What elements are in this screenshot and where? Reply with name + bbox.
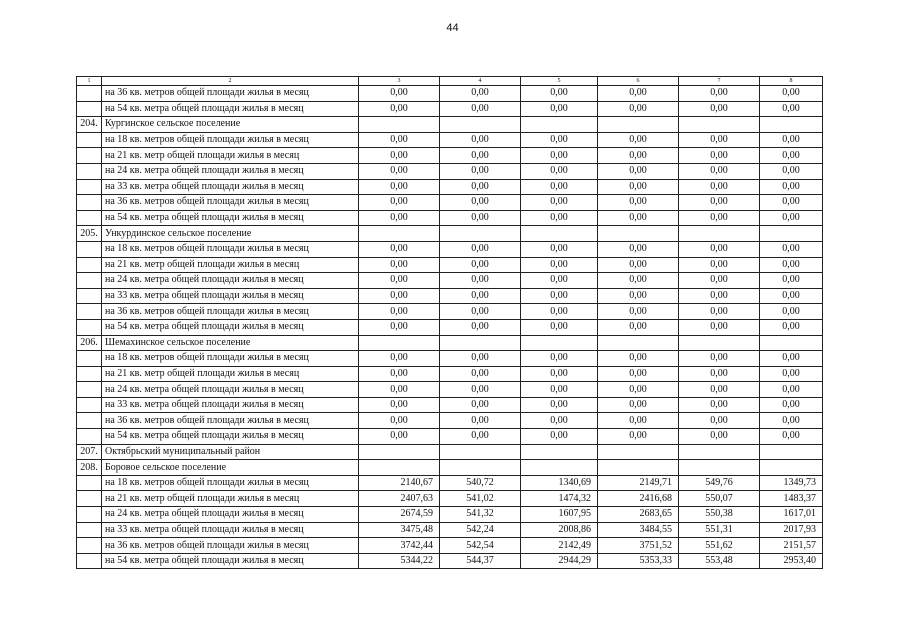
table-row [77, 86, 823, 102]
value-cell-col-6 [598, 335, 679, 351]
value-cell-col-5: 0,00 [521, 257, 598, 273]
value-cell-col-3: 0,00 [359, 366, 440, 382]
value-cell-col-8: 0,00 [760, 304, 823, 320]
row-number-cell: 206. [77, 335, 102, 351]
value-cell-col-6 [598, 226, 679, 242]
value-cell-col-7: 549,76 [679, 475, 760, 491]
value-cell-col-7 [679, 117, 760, 133]
value-cell-col-5: 2944,29 [521, 553, 598, 569]
description-cell: на 18 кв. метров общей площади жилья в месяц [102, 351, 359, 367]
table-row [77, 273, 823, 289]
description-cell: на 36 кв. метров общей площади жилья в месяц [102, 304, 359, 320]
page-number: 44 [446, 22, 459, 34]
value-cell-col-3: 0,00 [359, 179, 440, 195]
tariff-table [76, 76, 823, 569]
value-cell-col-4: 542,54 [440, 538, 521, 554]
value-cell-col-3: 0,00 [359, 397, 440, 413]
description-cell: Шемахинское сельское поселение [102, 335, 359, 351]
value-cell-col-7 [679, 226, 760, 242]
value-cell-col-6: 3751,52 [598, 538, 679, 554]
column-number-header: 8 [760, 77, 823, 86]
table-row [77, 553, 823, 569]
description-cell: на 21 кв. метр общей площади жилья в месяц [102, 491, 359, 507]
description-cell: Ункурдинское сельское поселение [102, 226, 359, 242]
description-cell: Кургинское сельское поселение [102, 117, 359, 133]
value-cell-col-8: 0,00 [760, 413, 823, 429]
value-cell-col-5: 0,00 [521, 413, 598, 429]
value-cell-col-6: 0,00 [598, 210, 679, 226]
description-cell: на 18 кв. метров общей площади жилья в месяц [102, 475, 359, 491]
value-cell-col-4: 0,00 [440, 210, 521, 226]
value-cell-col-5: 0,00 [521, 319, 598, 335]
value-cell-col-6: 2683,65 [598, 507, 679, 523]
table-row [77, 101, 823, 117]
value-cell-col-6: 0,00 [598, 397, 679, 413]
value-cell-col-4: 0,00 [440, 413, 521, 429]
description-cell: на 33 кв. метра общей площади жилья в месяц [102, 397, 359, 413]
table-row [77, 429, 823, 445]
value-cell-col-6: 0,00 [598, 429, 679, 445]
row-number-cell [77, 163, 102, 179]
description-cell: на 21 кв. метр общей площади жилья в месяц [102, 366, 359, 382]
value-cell-col-8: 0,00 [760, 382, 823, 398]
column-number-header: 1 [77, 77, 102, 86]
value-cell-col-5: 1340,69 [521, 475, 598, 491]
table-row [77, 179, 823, 195]
column-number-header: 3 [359, 77, 440, 86]
value-cell-col-6: 0,00 [598, 241, 679, 257]
value-cell-col-4: 0,00 [440, 163, 521, 179]
row-number-cell [77, 86, 102, 102]
value-cell-col-8: 2017,93 [760, 522, 823, 538]
row-number-cell [77, 413, 102, 429]
row-number-cell: 208. [77, 460, 102, 476]
value-cell-col-7: 0,00 [679, 351, 760, 367]
value-cell-col-8: 1349,73 [760, 475, 823, 491]
table-row [77, 491, 823, 507]
value-cell-col-6: 2416,68 [598, 491, 679, 507]
value-cell-col-7: 551,62 [679, 538, 760, 554]
row-number-cell [77, 475, 102, 491]
value-cell-col-8: 0,00 [760, 351, 823, 367]
value-cell-col-5: 0,00 [521, 101, 598, 117]
value-cell-col-7: 0,00 [679, 304, 760, 320]
description-cell: на 24 кв. метра общей площади жилья в месяц [102, 507, 359, 523]
value-cell-col-6: 3484,55 [598, 522, 679, 538]
value-cell-col-8 [760, 335, 823, 351]
row-number-cell [77, 304, 102, 320]
value-cell-col-5: 0,00 [521, 195, 598, 211]
value-cell-col-3 [359, 117, 440, 133]
value-cell-col-7: 0,00 [679, 319, 760, 335]
value-cell-col-4: 0,00 [440, 397, 521, 413]
value-cell-col-6: 0,00 [598, 195, 679, 211]
value-cell-col-3: 3742,44 [359, 538, 440, 554]
value-cell-col-3 [359, 444, 440, 460]
value-cell-col-8 [760, 444, 823, 460]
value-cell-col-5: 0,00 [521, 397, 598, 413]
value-cell-col-6: 2149,71 [598, 475, 679, 491]
value-cell-col-4 [440, 335, 521, 351]
value-cell-col-4: 0,00 [440, 429, 521, 445]
value-cell-col-5: 0,00 [521, 429, 598, 445]
value-cell-col-3: 2407,63 [359, 491, 440, 507]
description-cell: на 36 кв. метров общей площади жилья в месяц [102, 195, 359, 211]
value-cell-col-4: 0,00 [440, 382, 521, 398]
table-row [77, 288, 823, 304]
value-cell-col-5: 0,00 [521, 148, 598, 164]
value-cell-col-3: 0,00 [359, 241, 440, 257]
table-row [77, 366, 823, 382]
value-cell-col-3: 3475,48 [359, 522, 440, 538]
value-cell-col-6: 5353,33 [598, 553, 679, 569]
row-number-cell [77, 366, 102, 382]
value-cell-col-3: 0,00 [359, 429, 440, 445]
table-row [77, 304, 823, 320]
value-cell-col-6: 0,00 [598, 86, 679, 102]
value-cell-col-7: 0,00 [679, 397, 760, 413]
table-row [77, 195, 823, 211]
value-cell-col-5: 2008,86 [521, 522, 598, 538]
value-cell-col-6 [598, 460, 679, 476]
value-cell-col-7: 0,00 [679, 132, 760, 148]
description-cell: на 21 кв. метр общей площади жилья в месяц [102, 257, 359, 273]
value-cell-col-8: 0,00 [760, 366, 823, 382]
column-number-header: 7 [679, 77, 760, 86]
value-cell-col-3: 0,00 [359, 101, 440, 117]
table-row [77, 475, 823, 491]
value-cell-col-3: 0,00 [359, 148, 440, 164]
value-cell-col-4: 0,00 [440, 179, 521, 195]
value-cell-col-6: 0,00 [598, 179, 679, 195]
value-cell-col-7 [679, 460, 760, 476]
value-cell-col-6: 0,00 [598, 101, 679, 117]
table-row [77, 257, 823, 273]
row-number-cell [77, 491, 102, 507]
value-cell-col-6: 0,00 [598, 351, 679, 367]
value-cell-col-5: 0,00 [521, 132, 598, 148]
value-cell-col-3 [359, 460, 440, 476]
column-number-header: 2 [102, 77, 359, 86]
table-row [77, 163, 823, 179]
value-cell-col-3: 0,00 [359, 288, 440, 304]
value-cell-col-7: 0,00 [679, 413, 760, 429]
value-cell-col-4: 541,02 [440, 491, 521, 507]
value-cell-col-7: 550,07 [679, 491, 760, 507]
value-cell-col-5: 0,00 [521, 163, 598, 179]
description-cell: на 18 кв. метров общей площади жилья в месяц [102, 132, 359, 148]
value-cell-col-3: 0,00 [359, 319, 440, 335]
row-number-cell [77, 257, 102, 273]
value-cell-col-5: 0,00 [521, 304, 598, 320]
value-cell-col-3: 0,00 [359, 382, 440, 398]
section-row [77, 335, 823, 351]
value-cell-col-8: 0,00 [760, 86, 823, 102]
description-cell: на 54 кв. метра общей площади жилья в месяц [102, 210, 359, 226]
row-number-cell [77, 319, 102, 335]
description-cell: на 33 кв. метра общей площади жилья в месяц [102, 179, 359, 195]
value-cell-col-7 [679, 444, 760, 460]
description-cell: Октябрьский муниципальный район [102, 444, 359, 460]
value-cell-col-3: 0,00 [359, 304, 440, 320]
description-cell: на 54 кв. метра общей площади жилья в месяц [102, 319, 359, 335]
table-row [77, 522, 823, 538]
value-cell-col-7: 0,00 [679, 163, 760, 179]
description-cell: на 24 кв. метра общей площади жилья в месяц [102, 382, 359, 398]
value-cell-col-8: 0,00 [760, 132, 823, 148]
column-number-header: 5 [521, 77, 598, 86]
column-number-header: 6 [598, 77, 679, 86]
row-number-cell [77, 210, 102, 226]
value-cell-col-8: 0,00 [760, 273, 823, 289]
value-cell-col-7: 0,00 [679, 366, 760, 382]
description-cell: на 54 кв. метра общей площади жилья в месяц [102, 553, 359, 569]
value-cell-col-7: 0,00 [679, 195, 760, 211]
value-cell-col-3 [359, 335, 440, 351]
value-cell-col-5: 0,00 [521, 179, 598, 195]
value-cell-col-7: 551,31 [679, 522, 760, 538]
value-cell-col-8: 0,00 [760, 148, 823, 164]
value-cell-col-8: 0,00 [760, 397, 823, 413]
row-number-cell [77, 397, 102, 413]
value-cell-col-7 [679, 335, 760, 351]
value-cell-col-8: 0,00 [760, 257, 823, 273]
value-cell-col-6: 0,00 [598, 273, 679, 289]
row-number-cell [77, 148, 102, 164]
table-row [77, 351, 823, 367]
description-cell: на 33 кв. метра общей площади жилья в месяц [102, 288, 359, 304]
value-cell-col-5: 0,00 [521, 366, 598, 382]
value-cell-col-5: 0,00 [521, 210, 598, 226]
value-cell-col-4: 0,00 [440, 257, 521, 273]
value-cell-col-4: 0,00 [440, 148, 521, 164]
value-cell-col-7: 0,00 [679, 86, 760, 102]
value-cell-col-4: 540,72 [440, 475, 521, 491]
value-cell-col-5: 1474,32 [521, 491, 598, 507]
value-cell-col-3: 0,00 [359, 273, 440, 289]
row-number-cell [77, 351, 102, 367]
value-cell-col-6: 0,00 [598, 257, 679, 273]
value-cell-col-8: 0,00 [760, 241, 823, 257]
value-cell-col-4: 0,00 [440, 101, 521, 117]
value-cell-col-4: 544,37 [440, 553, 521, 569]
value-cell-col-4: 0,00 [440, 366, 521, 382]
value-cell-col-7: 0,00 [679, 382, 760, 398]
value-cell-col-8: 0,00 [760, 195, 823, 211]
value-cell-col-8: 2151,57 [760, 538, 823, 554]
row-number-cell [77, 522, 102, 538]
value-cell-col-7: 0,00 [679, 288, 760, 304]
column-number-header: 4 [440, 77, 521, 86]
value-cell-col-8 [760, 226, 823, 242]
value-cell-col-5 [521, 460, 598, 476]
value-cell-col-3: 0,00 [359, 195, 440, 211]
value-cell-col-5: 0,00 [521, 241, 598, 257]
value-cell-col-4 [440, 226, 521, 242]
section-row [77, 444, 823, 460]
row-number-cell [77, 429, 102, 445]
description-cell: на 36 кв. метров общей площади жилья в месяц [102, 86, 359, 102]
description-cell: на 24 кв. метра общей площади жилья в месяц [102, 163, 359, 179]
description-cell: на 36 кв. метров общей площади жилья в месяц [102, 538, 359, 554]
value-cell-col-5: 0,00 [521, 273, 598, 289]
value-cell-col-4: 0,00 [440, 273, 521, 289]
value-cell-col-4 [440, 117, 521, 133]
value-cell-col-3: 0,00 [359, 210, 440, 226]
value-cell-col-3: 0,00 [359, 413, 440, 429]
description-cell: на 24 кв. метра общей площади жилья в месяц [102, 273, 359, 289]
value-cell-col-5: 0,00 [521, 86, 598, 102]
value-cell-col-3: 0,00 [359, 351, 440, 367]
value-cell-col-3: 0,00 [359, 163, 440, 179]
value-cell-col-3 [359, 226, 440, 242]
value-cell-col-6: 0,00 [598, 319, 679, 335]
value-cell-col-8: 1483,37 [760, 491, 823, 507]
value-cell-col-8: 0,00 [760, 288, 823, 304]
table-row [77, 413, 823, 429]
value-cell-col-3: 2674,59 [359, 507, 440, 523]
row-number-cell [77, 101, 102, 117]
description-cell: на 54 кв. метра общей площади жилья в месяц [102, 101, 359, 117]
row-number-cell [77, 382, 102, 398]
table-row [77, 538, 823, 554]
value-cell-col-7: 0,00 [679, 148, 760, 164]
value-cell-col-6 [598, 444, 679, 460]
section-row [77, 460, 823, 476]
value-cell-col-4: 541,32 [440, 507, 521, 523]
row-number-cell: 204. [77, 117, 102, 133]
row-number-cell [77, 288, 102, 304]
description-cell: Боровое сельское поселение [102, 460, 359, 476]
value-cell-col-4: 0,00 [440, 319, 521, 335]
value-cell-col-8: 0,00 [760, 163, 823, 179]
value-cell-col-7: 0,00 [679, 210, 760, 226]
value-cell-col-7: 0,00 [679, 273, 760, 289]
description-cell: на 36 кв. метров общей площади жилья в месяц [102, 413, 359, 429]
value-cell-col-7: 0,00 [679, 429, 760, 445]
row-number-cell [77, 179, 102, 195]
column-number-header-row [77, 77, 823, 86]
value-cell-col-3: 2140,67 [359, 475, 440, 491]
row-number-cell: 205. [77, 226, 102, 242]
value-cell-col-8: 0,00 [760, 101, 823, 117]
value-cell-col-8: 0,00 [760, 179, 823, 195]
value-cell-col-6: 0,00 [598, 163, 679, 179]
value-cell-col-4 [440, 460, 521, 476]
value-cell-col-4: 0,00 [440, 351, 521, 367]
value-cell-col-6: 0,00 [598, 304, 679, 320]
value-cell-col-6: 0,00 [598, 288, 679, 304]
description-cell: на 33 кв. метра общей площади жилья в месяц [102, 522, 359, 538]
value-cell-col-7: 0,00 [679, 179, 760, 195]
row-number-cell [77, 132, 102, 148]
value-cell-col-3: 0,00 [359, 257, 440, 273]
table-row [77, 382, 823, 398]
value-cell-col-6: 0,00 [598, 132, 679, 148]
value-cell-col-8 [760, 117, 823, 133]
value-cell-col-8: 0,00 [760, 319, 823, 335]
description-cell: на 18 кв. метров общей площади жилья в месяц [102, 241, 359, 257]
table-row [77, 148, 823, 164]
table-row [77, 319, 823, 335]
value-cell-col-8: 1617,01 [760, 507, 823, 523]
value-cell-col-8 [760, 460, 823, 476]
table-row [77, 397, 823, 413]
value-cell-col-4: 0,00 [440, 241, 521, 257]
value-cell-col-8: 2953,40 [760, 553, 823, 569]
section-row [77, 117, 823, 133]
value-cell-col-7: 550,38 [679, 507, 760, 523]
value-cell-col-3: 5344,22 [359, 553, 440, 569]
value-cell-col-5 [521, 226, 598, 242]
value-cell-col-7: 0,00 [679, 101, 760, 117]
value-cell-col-5: 0,00 [521, 288, 598, 304]
value-cell-col-7: 0,00 [679, 257, 760, 273]
value-cell-col-7: 553,48 [679, 553, 760, 569]
value-cell-col-5: 0,00 [521, 351, 598, 367]
value-cell-col-4: 0,00 [440, 132, 521, 148]
row-number-cell [77, 538, 102, 554]
row-number-cell [77, 195, 102, 211]
value-cell-col-6: 0,00 [598, 382, 679, 398]
value-cell-col-5: 0,00 [521, 382, 598, 398]
value-cell-col-5: 1607,95 [521, 507, 598, 523]
value-cell-col-5 [521, 444, 598, 460]
value-cell-col-8: 0,00 [760, 429, 823, 445]
value-cell-col-6 [598, 117, 679, 133]
value-cell-col-6: 0,00 [598, 366, 679, 382]
value-cell-col-4 [440, 444, 521, 460]
row-number-cell: 207. [77, 444, 102, 460]
value-cell-col-4: 0,00 [440, 195, 521, 211]
value-cell-col-5 [521, 117, 598, 133]
value-cell-col-4: 0,00 [440, 288, 521, 304]
value-cell-col-3: 0,00 [359, 132, 440, 148]
description-cell: на 54 кв. метра общей площади жилья в месяц [102, 429, 359, 445]
table-row [77, 241, 823, 257]
value-cell-col-7: 0,00 [679, 241, 760, 257]
section-row [77, 226, 823, 242]
value-cell-col-3: 0,00 [359, 86, 440, 102]
table-row [77, 507, 823, 523]
value-cell-col-4: 542,24 [440, 522, 521, 538]
row-number-cell [77, 553, 102, 569]
value-cell-col-5 [521, 335, 598, 351]
table-row [77, 210, 823, 226]
row-number-cell [77, 273, 102, 289]
value-cell-col-8: 0,00 [760, 210, 823, 226]
value-cell-col-6: 0,00 [598, 148, 679, 164]
value-cell-col-4: 0,00 [440, 304, 521, 320]
table-row [77, 132, 823, 148]
row-number-cell [77, 507, 102, 523]
value-cell-col-6: 0,00 [598, 413, 679, 429]
description-cell: на 21 кв. метр общей площади жилья в месяц [102, 148, 359, 164]
value-cell-col-5: 2142,49 [521, 538, 598, 554]
row-number-cell [77, 241, 102, 257]
value-cell-col-4: 0,00 [440, 86, 521, 102]
